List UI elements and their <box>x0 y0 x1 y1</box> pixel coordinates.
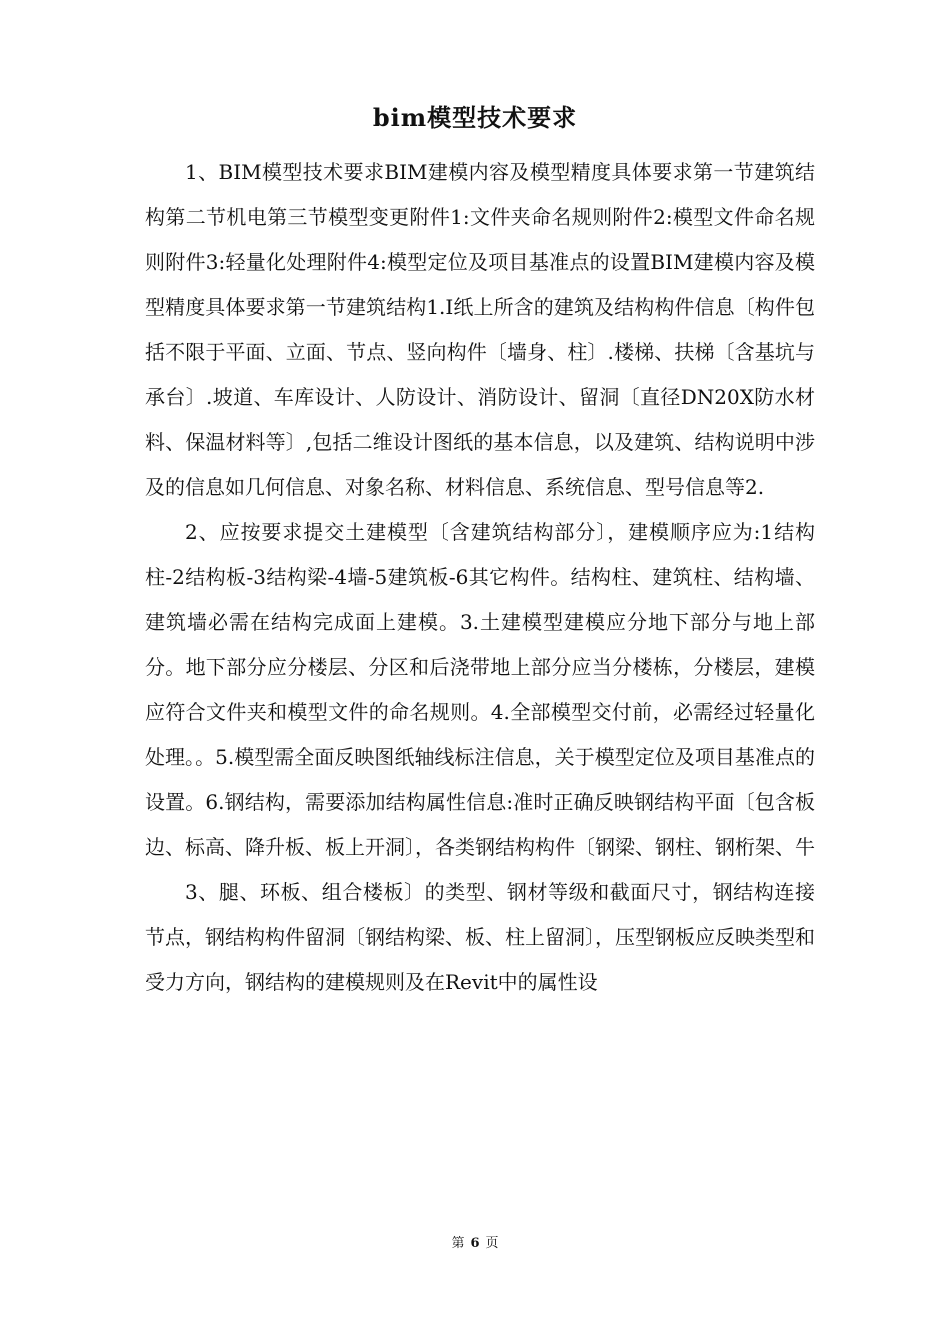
page-footer <box>0 1234 950 1254</box>
document-body <box>145 150 815 1005</box>
paragraph-1: 1、BIM模型技术要求BIM建模内容及模型精度具体要求第一节建筑结构第二节机电第三节模型变更附件1:文件夹命名规则附件2:模型文件命名规则附件3:轻量化处理附件4:模型定位及项目基准点的设置BIM建模内容及模型精度具体要求第一节建筑结构1.I纸上所含的建筑及结构构件信息〔构件包括不限于平面、立面、节点、竖向构件〔墙身、柱〕.楼梯、扶梯〔含基坑与承台〕.坡道、车库设计、人防设计、消防设计、留洞〔直径DN20X防水材料、保温材料等〕,包括二维设计图纸的基本信息，以及建筑、结构说明中涉及的信息如几何信息、对象名称、材料信息、系统信息、型号信息等2. <box>145 160 815 499</box>
paragraph-3: 3、腿、环板、组合楼板〕的类型、钢材等级和截面尺寸，钢结构连接节点，钢结构构件留洞〔钢结构梁、板、柱上留洞〕，压型钢板应反映类型和受力方向，钢结构的建模规则及在Revit中的属性设 <box>145 880 815 994</box>
paragraph-2: 2、应按要求提交土建模型〔含建筑结构部分〕，建模顺序应为:1结构柱-2结构板-3结构梁-4墙-5建筑板-6其它构件。结构柱、建筑柱、结构墙、建筑墙必需在结构完成面上建模。3.土建模型建模应分地下部分与地上部分。地下部分应分楼层、分区和后浇带地上部分应当分楼栋，分楼层，建模应符合文件夹和模型文件的命名规则。4.全部模型交付前，必需经过轻量化处理。。5.模型需全面反映图纸轴线标注信息，关于模型定位及项目基准点的设置。6.钢结构，需要添加结构属性信息:准时正确反映钢结构平面〔包含板边、标高、降升板、板上开洞〕，各类钢结构构件〔钢梁、钢柱、钢桁架、牛 <box>145 520 815 859</box>
footer-suffix: 页 <box>485 1236 499 1251</box>
footer-prefix: 第 <box>451 1236 465 1251</box>
document-title: bim模型技术要求 <box>372 103 578 132</box>
page-number: 6 <box>470 1236 480 1251</box>
